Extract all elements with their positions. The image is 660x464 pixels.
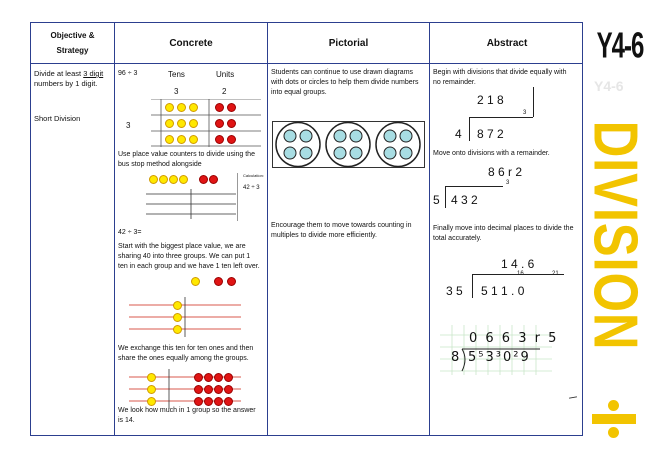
counter-yellow: [189, 103, 198, 112]
counter-red: [224, 397, 233, 406]
abstract-text1: Begin with divisions that divide equally with no remainder.: [433, 69, 567, 86]
division-sign-bar: [592, 414, 636, 424]
ex1-bracket-vertical: [469, 117, 470, 141]
counter-red: [199, 175, 208, 184]
division-sign-dot-top: [608, 400, 619, 411]
counter-yellow: [149, 175, 158, 184]
pictorial-text2: Encourage them to move towards counting in multiples to divide more efficiently.: [271, 222, 412, 239]
progression-table: [30, 22, 583, 436]
group-label: 3: [126, 121, 131, 130]
grouping-diagram: [272, 121, 426, 169]
header-abstract: Abstract: [486, 37, 528, 49]
counter-yellow: [189, 119, 198, 128]
counter-red: [227, 277, 236, 286]
counter-red: [227, 135, 236, 144]
handwritten-dividend: 5⁵3³0²9: [468, 350, 531, 365]
division-sign-dot-bottom: [608, 427, 619, 438]
place-value-chart-2: [146, 189, 241, 219]
calc-note-divider: [237, 173, 238, 221]
ex1-bracket-horizontal: [469, 117, 533, 118]
handwritten-quotient: 0 6 6 3 r 5: [469, 331, 559, 346]
counter-red: [214, 277, 223, 286]
concrete-calc2: 42 ÷ 3=: [118, 229, 142, 236]
ex3-dividend: 5 1 1 . 0: [481, 284, 525, 298]
counter-red: [215, 135, 224, 144]
counter-red: [194, 385, 203, 394]
ex2-bracket-horizontal: [445, 186, 503, 187]
concrete-text3: We exchange this ten for ten ones and then share the ones equally among the groups.: [118, 345, 254, 362]
counter-red: [215, 119, 224, 128]
tens-label: Tens: [168, 70, 185, 79]
objective-text-line2: numbers by 1 digit.: [34, 79, 98, 88]
calc-note-title: Calculation:: [243, 173, 264, 178]
counter-red: [209, 175, 218, 184]
counter-yellow: [177, 135, 186, 144]
column-divider: [429, 23, 430, 435]
division-title: DIVISION: [580, 120, 650, 351]
counter-red: [214, 397, 223, 406]
counter-red: [204, 385, 213, 394]
counter-red: [227, 103, 236, 112]
ex1-dividend: 8 7 2: [477, 127, 504, 141]
concrete-text4: We look how much in 1 group so the answer is 14.: [118, 407, 256, 424]
counter-red: [214, 385, 223, 394]
counter-red: [224, 373, 233, 382]
year-label: Y4-6: [596, 26, 644, 67]
ex2-bracket-vertical: [445, 186, 446, 208]
counter-yellow: [147, 385, 156, 394]
ex1-quotient: 2 1 8: [477, 93, 504, 107]
counter-yellow: [159, 175, 168, 184]
counter-yellow: [177, 119, 186, 128]
header-divider: [31, 63, 582, 64]
ex1-bracket-end: [533, 87, 534, 117]
counter-red: [214, 373, 223, 382]
objective-link[interactable]: 3 digit: [83, 69, 104, 78]
ex1-carry: 3: [523, 110, 527, 116]
handwritten-divisor: 8: [451, 350, 460, 365]
units-value: 2: [222, 87, 227, 96]
handwritten-mark: [569, 396, 577, 398]
strategy-text: Short Division: [34, 114, 81, 123]
counter-yellow: [147, 397, 156, 406]
ex3-bracket-horizontal: [472, 274, 564, 275]
header-objective-line2: Strategy: [56, 46, 89, 55]
ex2-carry: 3: [506, 180, 510, 186]
counter-yellow: [169, 175, 178, 184]
counter-yellow: [173, 301, 182, 310]
place-value-chart-3: [129, 297, 244, 337]
concrete-calc1: 96 ÷ 3: [118, 70, 138, 77]
tens-value: 3: [174, 87, 179, 96]
abstract-text3: Finally move into decimal places to divide the total accurately.: [433, 225, 574, 242]
concrete-text1: Use place value counters to divide using the bus stop method alongside: [118, 151, 255, 168]
counter-red: [215, 103, 224, 112]
year-label-shadow: Y4-6: [594, 78, 624, 94]
counter-yellow: [179, 175, 188, 184]
header-pictorial: Pictorial: [328, 37, 369, 49]
abstract-text2: Move onto divisions with a remainder.: [433, 150, 550, 157]
units-label: Units: [216, 70, 235, 79]
counter-yellow: [191, 277, 200, 286]
counter-yellow: [173, 313, 182, 322]
counter-yellow: [177, 103, 186, 112]
counter-red: [204, 373, 213, 382]
calc-note-value: 42 ÷ 3: [243, 185, 260, 191]
counter-red: [224, 385, 233, 394]
objective-text: Divide at least 3 digit: [34, 69, 104, 78]
counter-red: [227, 119, 236, 128]
ex2-divisor: 5: [433, 193, 440, 207]
counter-yellow: [147, 373, 156, 382]
counter-yellow: [165, 135, 174, 144]
pictorial-text1: Students can continue to use drawn diagrams with dots or circles to help them divide numbers into equal groups.: [271, 69, 419, 96]
counter-red: [194, 373, 203, 382]
counter-yellow: [173, 325, 182, 334]
ex1-divisor: 4: [455, 127, 462, 141]
header-objective-line1: Objective &: [50, 31, 95, 40]
ex2-quotient: 8 6 r 2: [488, 165, 523, 179]
ex3-divisor: 3 5: [446, 284, 463, 298]
counter-red: [204, 397, 213, 406]
header-objective: [31, 23, 114, 63]
counter-red: [194, 397, 203, 406]
counter-yellow: [165, 119, 174, 128]
column-divider: [114, 23, 115, 435]
column-divider: [267, 23, 268, 435]
ex3-quotient: 1 4 . 6: [501, 257, 535, 271]
concrete-text2: Start with the biggest place value, we are sharing 40 into three groups. We can put 1 ten in each group and we have 1 ten left over.: [118, 243, 260, 270]
counter-yellow: [189, 135, 198, 144]
counter-yellow: [165, 103, 174, 112]
header-concrete: Concrete: [169, 37, 213, 49]
ex2-dividend: 4 3 2: [451, 193, 478, 207]
ex3-bracket-vertical: [472, 274, 473, 298]
